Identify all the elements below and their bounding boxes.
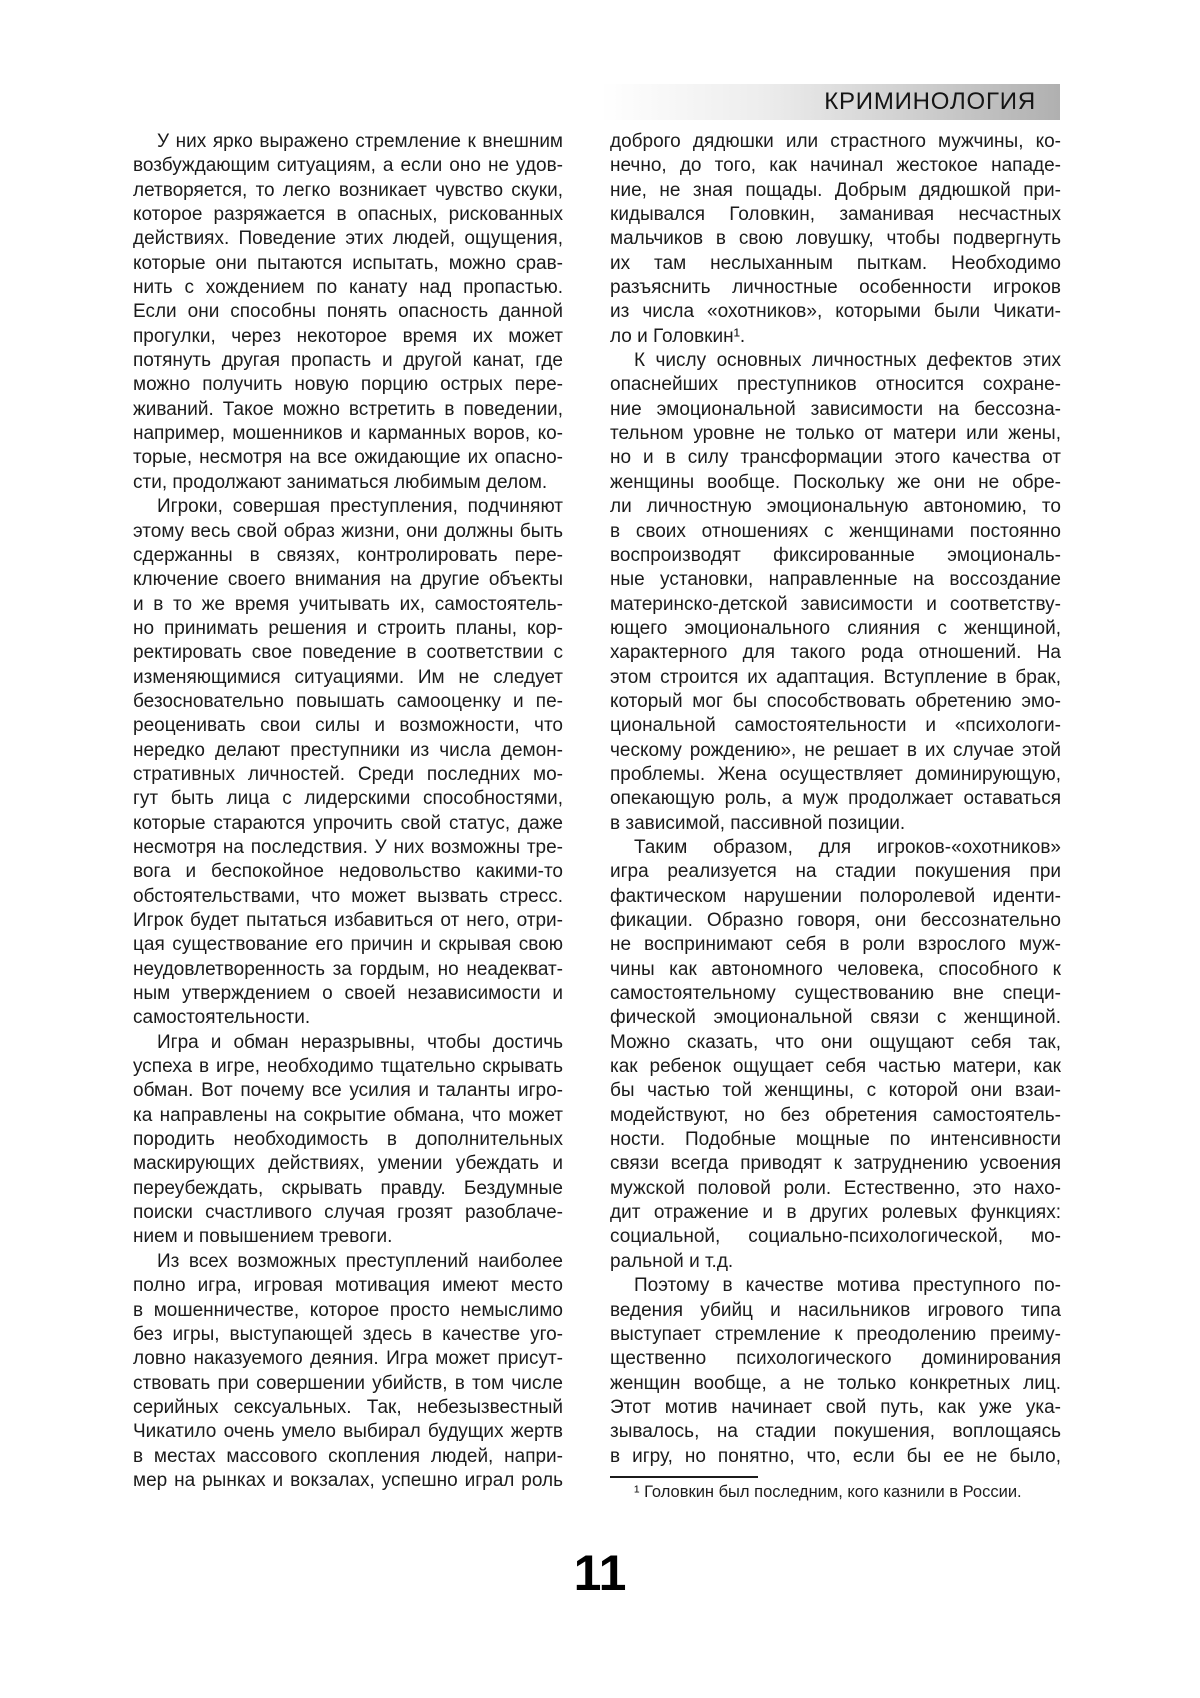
section-header-label: КРИМИНОЛОГИЯ — [824, 88, 1036, 115]
text-line: например, мошенников и карманных воров, ко- — [133, 423, 563, 445]
text-line: опаснейших преступников относится сохране- — [610, 374, 1061, 396]
text-line: в местах массового скопления людей, напри- — [133, 1445, 563, 1467]
text-line: из числа «охотников», которыми были Чикати- — [610, 301, 1061, 323]
text-line: ли личностную эмоциональную автономию, то — [610, 496, 1061, 518]
text-line: изменяющимися ситуациями. Им не следует — [133, 666, 563, 688]
text-line: стративных личностей. Среди последних мо- — [133, 763, 563, 785]
text-line: который мог бы способствовать обретению эмо- — [610, 690, 1061, 712]
text-line: Игроки, совершая преступления, подчиняют — [157, 496, 563, 518]
text-line: Если они способны понять опасность данной — [133, 301, 563, 323]
text-line: ющего эмоционального слияния с женщиной, — [610, 617, 1061, 639]
text-line: безосновательно повышать самооценку и пе- — [133, 690, 563, 712]
text-line: характерного для такого рода отношений. На — [610, 642, 1061, 664]
text-line: Из всех возможных преступлений наиболее — [157, 1250, 563, 1272]
text-line: породить необходимость в дополнительных — [133, 1129, 563, 1151]
text-line: ральной и т.д. — [610, 1250, 734, 1272]
text-line: дит отражение и в других ролевых функциях: — [610, 1202, 1061, 1224]
text-line: неудовлетворенность за гордым, но неадекват- — [133, 958, 563, 980]
text-line: несмотря на последствия. У них возможны тре- — [133, 836, 563, 858]
text-line: разъяснить личностные особенности игроков — [610, 277, 1061, 299]
text-line: обстоятельствами, что может вызвать стресс. — [133, 885, 563, 907]
text-line: чины как автономного человека, способного к — [610, 958, 1061, 980]
text-line: ка направлены на сокрытие обмана, что может — [133, 1104, 563, 1126]
text-line: ловно наказуемого деяния. Игра может присут- — [133, 1348, 563, 1370]
text-line: мужской половой роли. Естественно, это нахо- — [610, 1177, 1061, 1199]
text-line: бы частью той женщины, с которой они взаи- — [610, 1080, 1061, 1102]
text-line: тельном уровне не только от матери или жены, — [610, 423, 1061, 445]
text-line: в своих отношениях с женщинами постоянно — [610, 520, 1061, 542]
text-line: но и в силу трансформации этого качества от — [610, 447, 1061, 469]
text-line: которое разряжается в опасных, рискованных — [133, 204, 563, 226]
text-line: доброго дядюшки или страстного мужчины, ко- — [610, 131, 1061, 152]
text-line: нием и повышением тревоги. — [133, 1226, 393, 1248]
text-line: нить с хождением по канату над пропастью. — [133, 277, 563, 299]
text-line: реоценивать свои силы и возможности, что — [133, 715, 563, 737]
text-line: прогулки, через некоторое время их может — [133, 325, 563, 347]
text-line: К числу основных личностных дефектов этих — [634, 350, 1061, 372]
text-line: самостоятельности. — [133, 1007, 311, 1029]
text-line: ключение своего внимания на другие объекты — [133, 569, 563, 591]
text-line: женщин вообще, а не только конкретных лиц. — [610, 1372, 1061, 1394]
text-line: выступает стремление к преодолению преиму- — [610, 1323, 1061, 1345]
text-line: ствовать при совершении убийств, в том числе — [133, 1372, 563, 1394]
text-line: маскирующих действиях, умении убеждать и — [133, 1153, 563, 1175]
text-line: потянуть другая пропасть и другой канат, где — [133, 350, 563, 372]
text-line: фической эмоциональной связи с женщиной. — [610, 1007, 1061, 1029]
text-line: ные установки, направленные на воссоздание — [610, 569, 1061, 591]
text-line: ным утверждением о своей независимости и — [133, 983, 563, 1005]
text-line: и в то же время учитывать их, самостоятель- — [133, 593, 563, 615]
text-line: Этот мотив начинает свой путь, как уже ука- — [610, 1396, 1061, 1418]
text-line: живаний. Такое можно встретить в поведении, — [133, 398, 563, 420]
text-line: социальной, социально-психологической, мо- — [610, 1226, 1061, 1248]
text-line: возбуждающим ситуациям, а если оно не удов- — [133, 155, 563, 177]
text-line: сдержанны в связях, контролировать пере- — [133, 544, 563, 566]
text-line: зывалось, на стадии покушения, воплощаясь — [610, 1421, 1061, 1443]
text-line: фикации. Образно говоря, они бессознательно — [610, 910, 1061, 931]
text-line: циональной самостоятельности и «психологи- — [610, 715, 1061, 737]
text-line: Игрок будет пытаться избавиться от него, отри- — [133, 910, 563, 931]
text-line: без игры, выступающей здесь в качестве уго- — [133, 1323, 563, 1345]
text-line: не воспринимают себя в роли взрослого муж- — [610, 934, 1061, 956]
text-line: женщины вообще. Поскольку же они не обре- — [610, 471, 1061, 493]
text-line: Можно сказать, что они ощущают себя так, — [610, 1031, 1061, 1053]
text-line: которые стараются упрочить свой статус, даже — [133, 812, 563, 834]
text-line: модействуют, но без обретения самостоятель- — [610, 1104, 1061, 1126]
text-line: Чикатило очень умело выбирал будущих жертв — [133, 1421, 563, 1443]
text-line: которые они пытаются испытать, можно срав- — [133, 252, 563, 274]
text-line: щественно психологического доминирования — [610, 1348, 1061, 1370]
text-line: мер на рынках и вокзалах, успешно играл роль — [133, 1469, 563, 1491]
text-line: полно игра, игровая мотивация имеют место — [133, 1275, 563, 1297]
text-line: как ребенок ощущает себя частью матери, как — [610, 1056, 1061, 1078]
page-number: 11 — [573, 1545, 627, 1601]
text-line: в игру, но понятно, что, если бы ее не было, — [610, 1445, 1061, 1467]
text-line: опекающую роль, а муж продолжает оставаться — [610, 788, 1061, 810]
text-line: игра реализуется на стадии покушения при — [610, 861, 1061, 883]
text-line: нечно, до того, как начинал жестокое нападе- — [610, 155, 1061, 177]
text-line: Игра и обман неразрывны, чтобы достичь — [157, 1031, 563, 1053]
text-line: ректировать свое поведение в соответствии с — [133, 642, 563, 664]
text-line: можно получить новую порцию острых пере- — [133, 374, 563, 396]
text-line: ности. Подобные мощные по интенсивности — [610, 1129, 1061, 1151]
text-line: этому весь свой образ жизни, они должны быть — [133, 520, 563, 542]
text-line: связи всегда приводят к затруднению усвоения — [610, 1153, 1061, 1175]
text-line: воспроизводят фиксированные эмоциональ- — [610, 544, 1061, 566]
text-line: ние эмоциональной зависимости на бессозна- — [610, 398, 1061, 420]
text-line: успеха в игре, необходимо тщательно скрывать — [133, 1056, 563, 1078]
text-line: летворяется, то легко возникает чувство скуки, — [133, 179, 563, 201]
text-line: ческому рождению», не решает в их случае этой — [610, 739, 1061, 761]
text-line: материнско-детской зависимости и соответству- — [610, 593, 1061, 615]
text-line: поиски счастливого случая грозят разоблаче- — [133, 1202, 563, 1224]
text-columns — [133, 130, 1061, 1503]
text-line: обман. Вот почему все усилия и таланты игро- — [133, 1080, 563, 1102]
text-line: Поэтому в качестве мотива преступного по- — [634, 1275, 1061, 1297]
text-line: проблемы. Жена осуществляет доминирующую, — [610, 763, 1061, 785]
text-line: ведения убийц и насильников игрового типа — [610, 1299, 1061, 1321]
text-line: У них ярко выражено стремление к внешним — [157, 131, 563, 152]
text-line: нередко делают преступники из числа демон- — [133, 739, 563, 761]
text-line: ло и Головкин¹. — [610, 325, 746, 347]
text-line: Таким образом, для игроков-«охотников» — [634, 836, 1061, 858]
text-line: в зависимой, пассивной позиции. — [610, 812, 906, 834]
text-line: гут быть лица с лидерскими способностями, — [133, 788, 563, 810]
text-line: сти, продолжают заниматься любимым делом. — [133, 471, 548, 493]
text-line: серийных сексуальных. Так, небезызвестный — [133, 1396, 563, 1418]
footnote-text: ¹ Головкин был последним, кого казнили в России. — [634, 1482, 1022, 1501]
text-line: мальчиков в свою ловушку, чтобы подвергнуть — [610, 228, 1061, 250]
text-line: вога и беспокойное недовольство какими-то — [133, 861, 563, 883]
text-line: кидывался Головкин, заманивая несчастных — [610, 204, 1061, 226]
text-line: торые, несмотря на все ожидающие их опасно- — [133, 447, 563, 469]
text-line: цая существование его причин и скрывая свою — [133, 934, 563, 956]
text-column-right — [610, 130, 1061, 1503]
text-line: переубеждать, скрывать правду. Бездумные — [133, 1177, 563, 1199]
text-line: действиях. Поведение этих людей, ощущения, — [133, 228, 563, 250]
text-line: самостоятельному существованию вне специ- — [610, 983, 1061, 1005]
text-line: фактическом нарушении полоролевой иденти- — [610, 885, 1061, 907]
text-line: этом строится их адаптация. Вступление в брак, — [610, 666, 1061, 688]
text-column-left — [133, 130, 563, 1503]
text-line: но принимать решения и строить планы, кор- — [133, 617, 563, 639]
text-line: в мошенничестве, которое просто немыслимо — [133, 1299, 563, 1321]
footnote-divider — [610, 1476, 758, 1478]
section-header-bar — [601, 84, 1060, 120]
text-line: ние, не зная пощады. Добрым дядюшкой при- — [610, 179, 1061, 201]
text-line: их там неслыханным пыткам. Необходимо — [610, 252, 1061, 274]
